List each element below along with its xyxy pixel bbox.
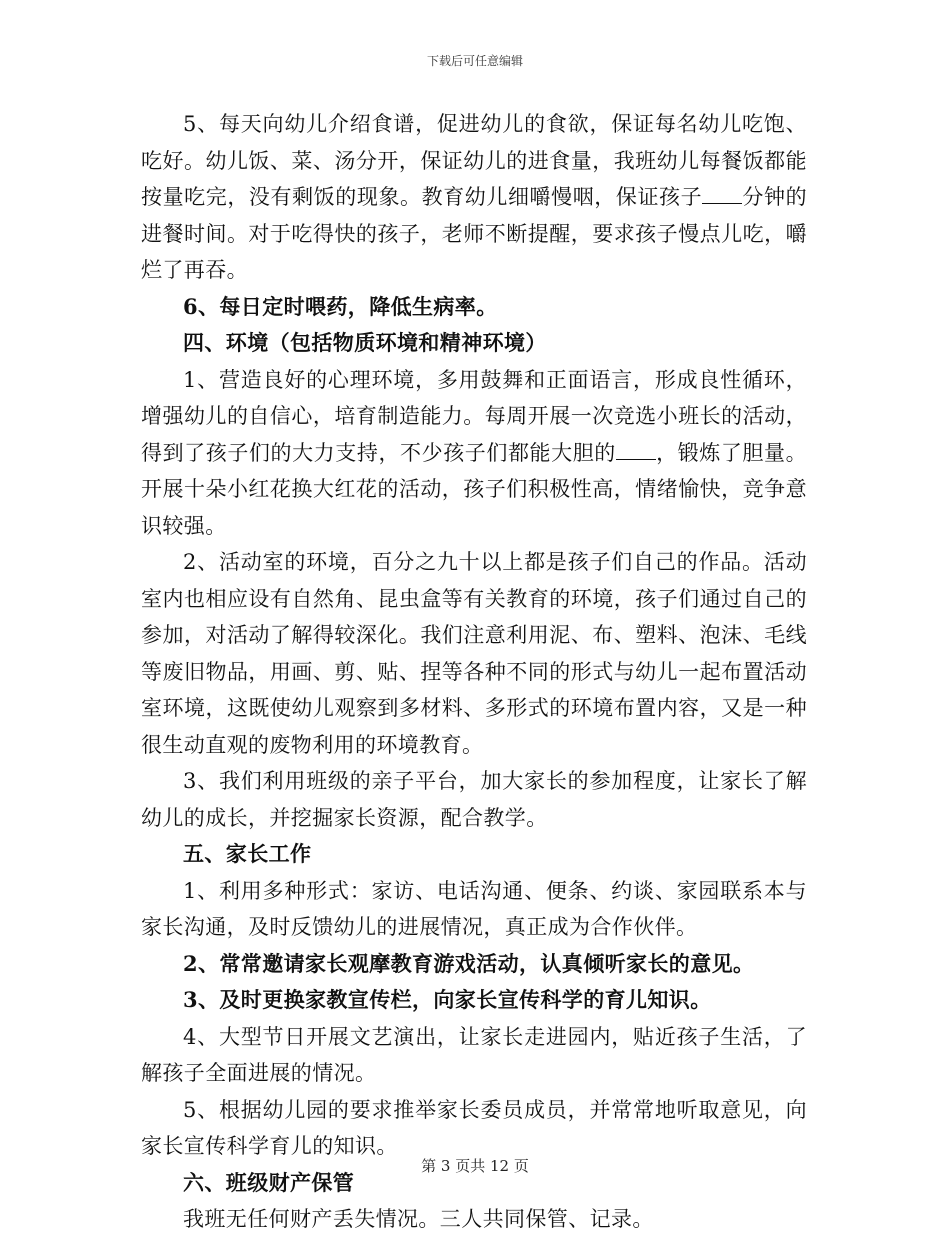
heading-text: 四、环境（包括物质环境和精神环境） — [183, 330, 547, 355]
paragraph-text: 4、大型节日开展文艺演出，让家长走进园内，贴近孩子生活，了解孩子全面进展的情况。 — [141, 1024, 807, 1085]
paragraph-text: 2、活动室的环境，百分之九十以上都是孩子们自己的作品。活动室内也相应设有自然角、昆虫盒等有关教育的环境，孩子们通过自己的参加，对活动了解得较深化。我们注意利用泥、布、塑料、泡沫、毛线等废旧物品，用画、剪、贴、捏等各种不同的形式与幼儿一起布置活动室环境，这既使幼儿观察到多材料、多形式的环境布置内容，又是一种很生动直观的废物利用的环境教育。 — [141, 550, 807, 757]
paragraph-text: 我班无任何财产丢失情况。三人共同保管、记录。 — [183, 1207, 654, 1231]
paragraph-text: 1、营造良好的心理环境，多用鼓舞和正面语言，形成良性循环，增强幼儿的自信心，培育制造能力。每周开展一次竞选小班长的活动，得到了孩子们的大力支持，不少孩子们都能大胆的 — [141, 367, 807, 465]
paragraph — [141, 362, 807, 545]
paragraph-text-cont: 分钟的进餐时间。对于吃得快的孩子，老师不断提醒，要求孩子慢点儿吃，嚼烂了再吞。 — [141, 185, 807, 282]
paragraph — [141, 946, 807, 983]
paragraph-text: 2、常常邀请家长观摩教育游戏活动，认真倾听家长的意见。 — [183, 950, 755, 976]
paragraph — [141, 763, 807, 836]
heading-text: 五、家长工作 — [183, 841, 312, 866]
fill-in-blank — [702, 185, 742, 204]
paragraph-text: 3、我们利用班级的亲子平台，加大家长的参加程度，让家长了解幼儿的成长，并挖掘家长资源，配合教学。 — [141, 769, 807, 830]
paragraph-text: 6、每日定时喂药，降低生病率。 — [183, 293, 498, 319]
paragraph — [141, 106, 807, 289]
section-heading — [141, 836, 807, 873]
paragraph — [141, 1092, 807, 1165]
paragraph — [141, 289, 807, 326]
paragraph-text: 3、及时更换家教宣传栏，向家长宣传科学的育儿知识。 — [183, 987, 712, 1012]
paragraph — [141, 1201, 807, 1238]
paragraph-text-cont: ，锻炼了胆量。开展十朵小红花换大红花的活动，孩子们积极性高，情绪愉快，竞争意识较强。 — [141, 440, 807, 538]
paragraph-text: 1、利用多种形式：家访、电话沟通、便条、约谈、家园联系本与家长沟通，及时反馈幼儿的进展情况，真正成为合作伙伴。 — [141, 878, 807, 939]
document-body — [141, 106, 807, 1238]
paragraph-text: 5、每天向幼儿介绍食谱，促进幼儿的食欲，保证每名幼儿吃饱、吃好。幼儿饭、菜、汤分开，保证幼儿的进食量，我班幼儿每餐饭都能按量吃完，没有剩饭的现象。教育幼儿细嚼慢咽，保证孩子 — [141, 112, 807, 209]
paragraph — [141, 873, 807, 946]
paragraph — [141, 1019, 807, 1092]
paragraph-text: 5、根据幼儿园的要求推举家长委员成员，并常常地听取意见，向家长宣传科学育儿的知识。 — [141, 1097, 807, 1158]
section-heading — [141, 325, 807, 362]
header-note: 下载后可任意编辑 — [426, 54, 523, 68]
fill-in-blank — [616, 441, 656, 460]
paragraph — [141, 982, 807, 1019]
heading-text: 六、班级财产保管 — [183, 1169, 355, 1195]
page-number: 第 3 页共 12 页 — [421, 1157, 529, 1175]
paragraph — [141, 544, 807, 763]
